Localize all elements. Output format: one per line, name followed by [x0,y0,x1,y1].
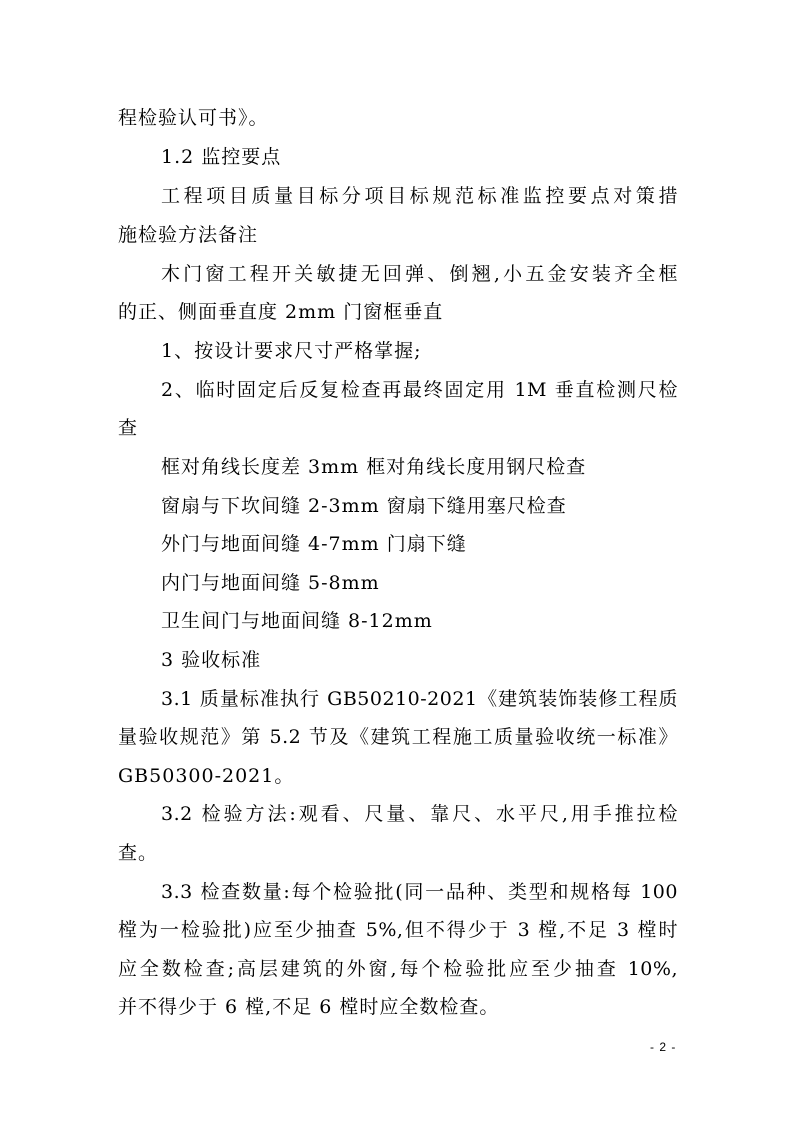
section-heading: 3 验收标准 [161,649,262,671]
text-line: 量验收规范》第 5.2 节及《建筑工程施工质量验收统一标准》 [118,726,678,748]
text-line: 3.1 质量标准执行 GB50210-2021《建筑装饰装修工程质 [161,688,678,710]
text-line: 窗扇与下坎间缝 2-3mm 窗扇下缝用塞尺检查 [161,495,567,517]
page-number: - 2 - [650,1040,677,1054]
text-line: 樘为一检验批)应至少抽查 5%,但不得少于 3 樘,不足 3 樘时 [118,919,678,941]
text-line: GB50300-2021。 [118,765,295,787]
list-item: 1、按设计要求尺寸严格掌握; [161,340,422,362]
text-line: 3.2 检验方法:观看、尺量、靠尺、水平尺,用手推拉检 [161,803,678,825]
text-line: 外门与地面间缝 4-7mm 门扇下缝 [161,533,467,555]
list-item: 2、临时固定后反复检查再最终固定用 1M 垂直检测尺检 [161,379,678,401]
text-line: 查 [118,417,139,439]
text-line: 施检验方法备注 [118,224,259,246]
text-line: 程检验认可书》。 [118,107,269,129]
text-line: 工程项目质量目标分项目标规范标准监控要点对策措 [161,185,678,207]
text-line: 3.3 检查数量:每个检验批(同一品种、类型和规格每 100 [161,881,678,903]
text-line: 并不得少于 6 樘,不足 6 樘时应全数检查。 [118,996,500,1018]
text-line: 查。 [118,842,159,864]
text-line: 的正、侧面垂直度 2mm 门窗框垂直 [118,301,444,323]
text-line: 内门与地面间缝 5-8mm [161,572,380,594]
text-line: 卫生间门与地面间缝 8-12mm [161,610,433,632]
text-line: 木门窗工程开关敏捷无回弹、倒翘,小五金安装齐全框 [161,263,678,285]
text-line: 应全数检查;高层建筑的外窗,每个检验批应至少抽查 10%, [118,958,678,980]
text-line: 框对角线长度差 3mm 框对角线长度用钢尺检查 [161,456,587,478]
section-heading: 1.2 监控要点 [161,146,282,168]
